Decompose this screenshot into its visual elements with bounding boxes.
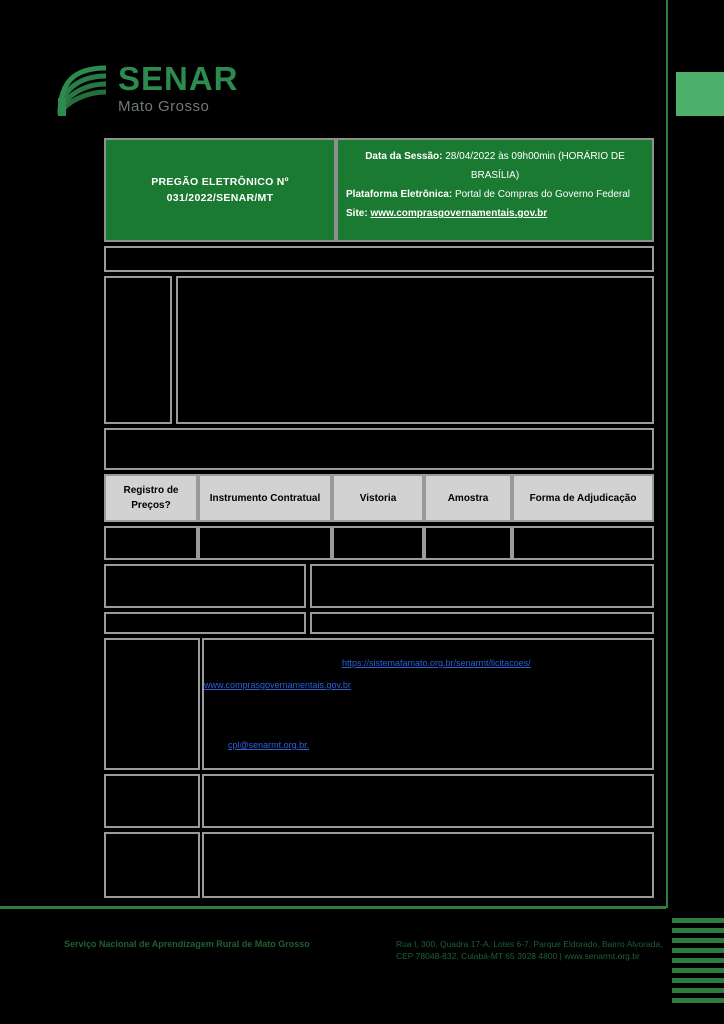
object-value-cell <box>176 276 654 424</box>
band-2-cell <box>104 428 654 470</box>
col-header-forma-adjudicacao: Forma de Adjudicação <box>512 474 654 522</box>
band-row-1 <box>104 246 654 272</box>
footer-divider-line <box>0 906 666 909</box>
tail-2-label <box>104 832 200 898</box>
senar-logo-text <box>118 62 239 115</box>
tail-2-value <box>202 832 654 898</box>
col-value-instrumento-contratual <box>198 526 332 560</box>
footer-address: Rua I, 300, Quadra 17-A, Lotes 6-7, Parque Eldorado, Bairro Alvorada, CEP 78048-832, Cuiabá-MT 65 3928 4800 | www.senarmt.org.br <box>396 939 663 961</box>
green-accent-block <box>676 72 724 116</box>
split-row-1 <box>104 564 654 608</box>
edital-link[interactable]: https://sistemafamato.org.br/senarmt/licitacoes/ <box>342 658 531 668</box>
footer-entity-name: Serviço Nacional de Aprendizagem Rural de Mato Grosso <box>64 939 310 949</box>
site-link[interactable]: www.comprasgovernamentais.gov.br <box>370 208 548 219</box>
split-row-2 <box>104 612 654 634</box>
logo-subtitle: Mato Grosso <box>118 98 210 115</box>
col-header-vistoria: Vistoria <box>332 474 424 522</box>
split-1-label <box>104 564 306 608</box>
decorative-stripes <box>672 918 724 1004</box>
tail-1-label <box>104 774 200 828</box>
email-link[interactable]: cpl@senarmt.org.br. <box>228 740 310 750</box>
col-header-registro-precos: Registro de Preços? <box>104 474 198 522</box>
session-label: Data da Sessão: <box>365 151 443 162</box>
col-value-registro-precos <box>104 526 198 560</box>
session-value: 28/04/2022 às 09h00min (HORÁRIO DE BRASÍLIA) <box>445 151 625 181</box>
site-label: Site: <box>346 208 368 219</box>
links-value-cell <box>202 638 654 770</box>
platform-line <box>346 185 644 204</box>
right-vertical-rule <box>666 0 668 908</box>
col-value-vistoria <box>332 526 424 560</box>
session-info-cell <box>336 138 654 242</box>
site-line <box>346 204 644 223</box>
session-line <box>346 147 644 185</box>
col-header-amostra: Amostra <box>424 474 512 522</box>
edital-table <box>104 138 654 902</box>
band-row-2 <box>104 428 654 470</box>
band-1-cell <box>104 246 654 272</box>
object-row <box>104 276 654 424</box>
col-value-forma-adjudicacao <box>512 526 654 560</box>
links-label-cell <box>104 638 200 770</box>
senar-logo-mark-icon <box>56 64 112 116</box>
tail-1-value <box>202 774 654 828</box>
platform-label: Plataforma Eletrônica: <box>346 189 453 200</box>
pregao-title-cell: PREGÃO ELETRÔNICO Nº 031/2022/SENAR/MT <box>104 138 336 242</box>
header-row <box>104 138 654 242</box>
split-1-value <box>310 564 654 608</box>
split-2-value <box>310 612 654 634</box>
platform-value: Portal de Compras do Governo Federal <box>454 189 631 200</box>
tail-row-1 <box>104 774 654 828</box>
split-2-label <box>104 612 306 634</box>
col-value-amostra <box>424 526 512 560</box>
object-label-cell <box>104 276 172 424</box>
senar-logo <box>56 60 306 130</box>
links-row <box>104 638 654 770</box>
page-footer <box>0 930 666 1010</box>
col-header-instrumento-contratual: Instrumento Contratual <box>198 474 332 522</box>
logo-title: SENAR <box>118 60 239 97</box>
column-headers-row <box>104 474 654 522</box>
column-values-row <box>104 526 654 560</box>
comprasgovernamentais-link[interactable]: www.comprasgovernamentais.gov.br <box>204 680 351 690</box>
tail-row-2 <box>104 832 654 898</box>
